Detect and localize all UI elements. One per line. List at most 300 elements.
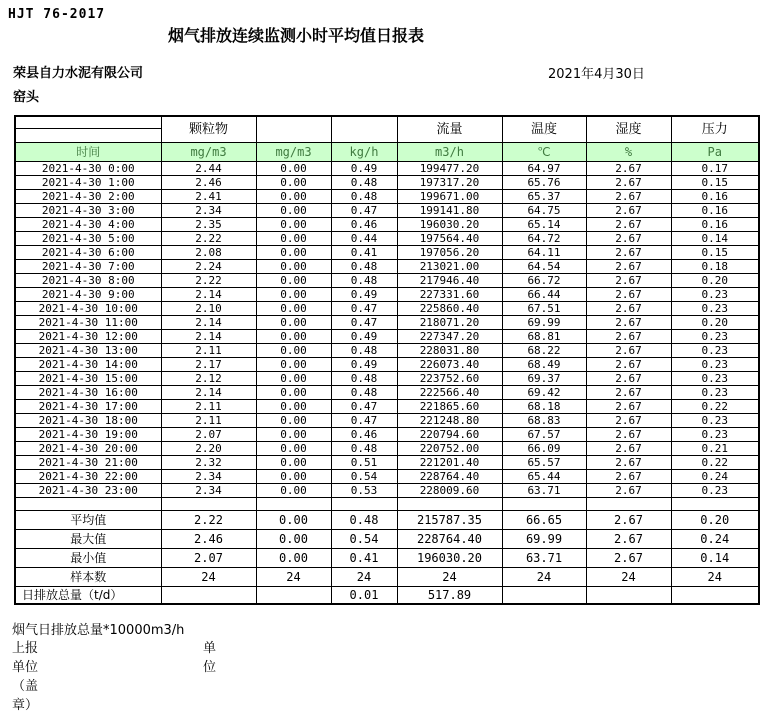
value-cell: 2.24 bbox=[161, 260, 256, 274]
table-row bbox=[15, 162, 759, 176]
unit-kg-h: kg/h bbox=[331, 143, 397, 162]
table-header bbox=[15, 116, 759, 162]
value-cell: 2.11 bbox=[161, 400, 256, 414]
value-cell: 0.54 bbox=[331, 470, 397, 484]
reporting-unit-stamp-label: 上报单位（盖章） bbox=[12, 641, 39, 713]
value-cell: 217946.40 bbox=[397, 274, 502, 288]
summary-value-cell: 0.48 bbox=[331, 511, 397, 530]
value-cell: 228031.80 bbox=[397, 344, 502, 358]
summary-value-cell: 24 bbox=[671, 568, 759, 587]
value-cell: 0.23 bbox=[671, 302, 759, 316]
summary-row bbox=[15, 587, 759, 605]
table-row bbox=[15, 260, 759, 274]
value-cell: 225860.40 bbox=[397, 302, 502, 316]
value-cell: 220794.60 bbox=[397, 428, 502, 442]
table-row bbox=[15, 498, 759, 511]
table-row bbox=[15, 176, 759, 190]
value-cell: 2.67 bbox=[586, 442, 671, 456]
summary-value-cell: 24 bbox=[502, 568, 586, 587]
value-cell: 2.34 bbox=[161, 484, 256, 498]
summary-row bbox=[15, 568, 759, 587]
summary-value-cell: 0.00 bbox=[256, 511, 331, 530]
table-row bbox=[15, 190, 759, 204]
summary-value-cell bbox=[586, 587, 671, 605]
value-cell: 0.00 bbox=[256, 470, 331, 484]
unit-percent: % bbox=[586, 143, 671, 162]
value-cell bbox=[331, 498, 397, 511]
value-cell: 65.76 bbox=[502, 176, 586, 190]
value-cell: 0.00 bbox=[256, 456, 331, 470]
summary-value-cell bbox=[502, 587, 586, 605]
summary-value-cell: 2.67 bbox=[586, 511, 671, 530]
value-cell: 65.37 bbox=[502, 190, 586, 204]
time-cell: 2021-4-30 22:00 bbox=[15, 470, 161, 484]
time-cell: 2021-4-30 9:00 bbox=[15, 288, 161, 302]
value-cell: 0.17 bbox=[671, 162, 759, 176]
summary-value-cell: 0.00 bbox=[256, 530, 331, 549]
value-cell: 2.67 bbox=[586, 484, 671, 498]
summary-value-cell: 24 bbox=[586, 568, 671, 587]
summary-row bbox=[15, 511, 759, 530]
time-cell: 2021-4-30 3:00 bbox=[15, 204, 161, 218]
summary-value-cell: 63.71 bbox=[502, 549, 586, 568]
value-cell: 64.97 bbox=[502, 162, 586, 176]
value-cell: 63.71 bbox=[502, 484, 586, 498]
value-cell: 0.00 bbox=[256, 400, 331, 414]
value-cell: 2.34 bbox=[161, 204, 256, 218]
value-cell: 226073.40 bbox=[397, 358, 502, 372]
value-cell: 0.00 bbox=[256, 162, 331, 176]
table-row bbox=[15, 344, 759, 358]
table-row bbox=[15, 386, 759, 400]
value-cell: 0.15 bbox=[671, 176, 759, 190]
summary-value-cell: 0.00 bbox=[256, 549, 331, 568]
summary-row bbox=[15, 549, 759, 568]
value-cell: 221248.80 bbox=[397, 414, 502, 428]
table-row bbox=[15, 372, 759, 386]
value-cell: 0.00 bbox=[256, 176, 331, 190]
time-cell: 2021-4-30 19:00 bbox=[15, 428, 161, 442]
summary-value-cell: 0.41 bbox=[331, 549, 397, 568]
time-header: 时间 bbox=[15, 143, 161, 162]
value-cell: 2.67 bbox=[586, 232, 671, 246]
value-cell: 0.23 bbox=[671, 344, 759, 358]
unit-label: 单位 bbox=[203, 641, 217, 675]
col-header-flow: 流量 bbox=[397, 116, 502, 143]
report-date: 2021年4月30日 bbox=[548, 67, 645, 82]
summary-value-cell: 66.65 bbox=[502, 511, 586, 530]
monitoring-point: 窑头 bbox=[13, 90, 40, 105]
value-cell: 0.14 bbox=[671, 232, 759, 246]
value-cell: 0.00 bbox=[256, 414, 331, 428]
value-cell: 228009.60 bbox=[397, 484, 502, 498]
summary-value-cell: 0.14 bbox=[671, 549, 759, 568]
value-cell: 0.00 bbox=[256, 386, 331, 400]
col-header-particulate: 颗粒物 bbox=[161, 116, 256, 143]
value-cell: 2.67 bbox=[586, 386, 671, 400]
time-cell bbox=[15, 498, 161, 511]
value-cell: 0.00 bbox=[256, 442, 331, 456]
table-row bbox=[15, 400, 759, 414]
value-cell: 68.49 bbox=[502, 358, 586, 372]
value-cell: 0.48 bbox=[331, 176, 397, 190]
value-cell: 0.00 bbox=[256, 344, 331, 358]
value-cell: 64.72 bbox=[502, 232, 586, 246]
value-cell: 2.67 bbox=[586, 162, 671, 176]
time-cell: 2021-4-30 23:00 bbox=[15, 484, 161, 498]
page-title: 烟气排放连续监测小时平均值日报表 bbox=[167, 26, 424, 45]
value-cell: 0.16 bbox=[671, 204, 759, 218]
table-row bbox=[15, 484, 759, 498]
value-cell: 0.21 bbox=[671, 442, 759, 456]
value-cell bbox=[586, 498, 671, 511]
summary-value-cell: 2.46 bbox=[161, 530, 256, 549]
time-cell: 2021-4-30 13:00 bbox=[15, 344, 161, 358]
summary-value-cell: 69.99 bbox=[502, 530, 586, 549]
value-cell: 2.41 bbox=[161, 190, 256, 204]
value-cell: 0.23 bbox=[671, 428, 759, 442]
value-cell: 0.00 bbox=[256, 190, 331, 204]
table-row bbox=[15, 232, 759, 246]
unit-m3-h: m3/h bbox=[397, 143, 502, 162]
value-cell: 2.08 bbox=[161, 246, 256, 260]
value-cell: 0.00 bbox=[256, 246, 331, 260]
value-cell: 2.67 bbox=[586, 330, 671, 344]
value-cell: 2.67 bbox=[586, 302, 671, 316]
table-row bbox=[15, 246, 759, 260]
value-cell: 197564.40 bbox=[397, 232, 502, 246]
value-cell: 0.20 bbox=[671, 274, 759, 288]
value-cell: 223752.60 bbox=[397, 372, 502, 386]
summary-value-cell: 196030.20 bbox=[397, 549, 502, 568]
value-cell: 2.14 bbox=[161, 386, 256, 400]
value-cell: 2.67 bbox=[586, 176, 671, 190]
report-table bbox=[14, 115, 760, 605]
time-cell: 2021-4-30 8:00 bbox=[15, 274, 161, 288]
value-cell: 2.67 bbox=[586, 260, 671, 274]
value-cell: 0.20 bbox=[671, 316, 759, 330]
value-cell: 2.67 bbox=[586, 428, 671, 442]
value-cell: 0.49 bbox=[331, 288, 397, 302]
table-row bbox=[15, 316, 759, 330]
value-cell: 2.20 bbox=[161, 442, 256, 456]
summary-value-cell: 2.22 bbox=[161, 511, 256, 530]
value-cell: 2.67 bbox=[586, 456, 671, 470]
table-row bbox=[15, 302, 759, 316]
value-cell: 2.34 bbox=[161, 470, 256, 484]
company-name: 荣县自力水泥有限公司 bbox=[13, 66, 144, 81]
time-cell: 2021-4-30 0:00 bbox=[15, 162, 161, 176]
value-cell: 0.48 bbox=[331, 344, 397, 358]
value-cell: 0.23 bbox=[671, 288, 759, 302]
summary-value-cell: 0.24 bbox=[671, 530, 759, 549]
col-header-blank-1 bbox=[256, 116, 331, 143]
value-cell: 0.00 bbox=[256, 288, 331, 302]
value-cell: 221201.40 bbox=[397, 456, 502, 470]
value-cell: 199671.00 bbox=[397, 190, 502, 204]
time-cell: 2021-4-30 17:00 bbox=[15, 400, 161, 414]
summary-value-cell: 0.54 bbox=[331, 530, 397, 549]
summary-label: 最小值 bbox=[15, 549, 161, 568]
value-cell: 2.67 bbox=[586, 274, 671, 288]
time-cell: 2021-4-30 1:00 bbox=[15, 176, 161, 190]
value-cell: 0.00 bbox=[256, 218, 331, 232]
table-row bbox=[15, 288, 759, 302]
value-cell: 0.48 bbox=[331, 372, 397, 386]
value-cell: 2.67 bbox=[586, 204, 671, 218]
value-cell: 65.44 bbox=[502, 470, 586, 484]
summary-value-cell: 24 bbox=[256, 568, 331, 587]
value-cell: 0.00 bbox=[256, 358, 331, 372]
summary-label: 样本数 bbox=[15, 568, 161, 587]
table-row bbox=[15, 470, 759, 484]
value-cell: 221865.60 bbox=[397, 400, 502, 414]
time-cell: 2021-4-30 21:00 bbox=[15, 456, 161, 470]
value-cell: 0.22 bbox=[671, 400, 759, 414]
value-cell: 64.75 bbox=[502, 204, 586, 218]
value-cell: 69.99 bbox=[502, 316, 586, 330]
table-row bbox=[15, 330, 759, 344]
summary-value-cell: 228764.40 bbox=[397, 530, 502, 549]
value-cell: 2.14 bbox=[161, 330, 256, 344]
value-cell bbox=[671, 498, 759, 511]
value-cell: 2.67 bbox=[586, 316, 671, 330]
value-cell: 2.67 bbox=[586, 288, 671, 302]
value-cell: 66.09 bbox=[502, 442, 586, 456]
value-cell: 0.00 bbox=[256, 428, 331, 442]
time-cell: 2021-4-30 14:00 bbox=[15, 358, 161, 372]
value-cell: 2.67 bbox=[586, 218, 671, 232]
table-row bbox=[15, 204, 759, 218]
value-cell: 0.00 bbox=[256, 484, 331, 498]
value-cell: 0.16 bbox=[671, 218, 759, 232]
value-cell: 2.67 bbox=[586, 372, 671, 386]
table-row bbox=[15, 358, 759, 372]
value-cell: 2.22 bbox=[161, 232, 256, 246]
table-row bbox=[15, 274, 759, 288]
table-row bbox=[15, 218, 759, 232]
value-cell: 64.11 bbox=[502, 246, 586, 260]
value-cell: 0.47 bbox=[331, 414, 397, 428]
unit-header-row bbox=[15, 143, 759, 162]
value-cell: 0.00 bbox=[256, 316, 331, 330]
summary-label: 最大值 bbox=[15, 530, 161, 549]
value-cell: 2.32 bbox=[161, 456, 256, 470]
value-cell bbox=[256, 498, 331, 511]
summary-value-cell: 0.20 bbox=[671, 511, 759, 530]
value-cell: 197317.20 bbox=[397, 176, 502, 190]
col-header-humidity: 湿度 bbox=[586, 116, 671, 143]
summary-row bbox=[15, 530, 759, 549]
col-header-pressure: 压力 bbox=[671, 116, 759, 143]
value-cell: 220752.00 bbox=[397, 442, 502, 456]
value-cell: 2.22 bbox=[161, 274, 256, 288]
table-summary bbox=[15, 511, 759, 605]
value-cell: 227331.60 bbox=[397, 288, 502, 302]
value-cell: 2.07 bbox=[161, 428, 256, 442]
summary-value-cell bbox=[161, 587, 256, 605]
value-cell: 0.23 bbox=[671, 372, 759, 386]
unit-mg-m3-2: mg/m3 bbox=[256, 143, 331, 162]
value-cell: 0.00 bbox=[256, 302, 331, 316]
value-cell: 0.48 bbox=[331, 260, 397, 274]
time-cell: 2021-4-30 15:00 bbox=[15, 372, 161, 386]
value-cell: 0.23 bbox=[671, 386, 759, 400]
value-cell: 2.17 bbox=[161, 358, 256, 372]
value-cell bbox=[397, 498, 502, 511]
value-cell: 68.81 bbox=[502, 330, 586, 344]
value-cell: 68.83 bbox=[502, 414, 586, 428]
value-cell: 2.11 bbox=[161, 344, 256, 358]
summary-value-cell: 2.07 bbox=[161, 549, 256, 568]
group-header-row bbox=[15, 116, 759, 143]
value-cell: 0.48 bbox=[331, 274, 397, 288]
value-cell: 2.12 bbox=[161, 372, 256, 386]
value-cell: 0.49 bbox=[331, 358, 397, 372]
value-cell: 197056.20 bbox=[397, 246, 502, 260]
summary-value-cell: 2.67 bbox=[586, 530, 671, 549]
summary-value-cell: 24 bbox=[161, 568, 256, 587]
value-cell: 68.18 bbox=[502, 400, 586, 414]
value-cell: 227347.20 bbox=[397, 330, 502, 344]
table-row bbox=[15, 456, 759, 470]
table-row bbox=[15, 442, 759, 456]
value-cell: 228764.40 bbox=[397, 470, 502, 484]
table-row bbox=[15, 428, 759, 442]
value-cell: 2.67 bbox=[586, 344, 671, 358]
value-cell: 218071.20 bbox=[397, 316, 502, 330]
value-cell: 0.48 bbox=[331, 386, 397, 400]
summary-value-cell bbox=[256, 587, 331, 605]
value-cell: 0.41 bbox=[331, 246, 397, 260]
value-cell: 2.67 bbox=[586, 414, 671, 428]
col-header-temperature: 温度 bbox=[502, 116, 586, 143]
table-body bbox=[15, 162, 759, 511]
value-cell: 0.18 bbox=[671, 260, 759, 274]
value-cell: 68.22 bbox=[502, 344, 586, 358]
value-cell: 0.53 bbox=[331, 484, 397, 498]
value-cell: 2.67 bbox=[586, 358, 671, 372]
time-cell: 2021-4-30 20:00 bbox=[15, 442, 161, 456]
value-cell: 0.22 bbox=[671, 456, 759, 470]
value-cell: 222566.40 bbox=[397, 386, 502, 400]
value-cell: 196030.20 bbox=[397, 218, 502, 232]
value-cell: 0.48 bbox=[331, 190, 397, 204]
time-cell: 2021-4-30 7:00 bbox=[15, 260, 161, 274]
value-cell: 0.46 bbox=[331, 428, 397, 442]
corner-cell-top bbox=[16, 117, 161, 129]
value-cell: 0.23 bbox=[671, 414, 759, 428]
value-cell bbox=[502, 498, 586, 511]
summary-value-cell bbox=[671, 587, 759, 605]
unit-mg-m3-1: mg/m3 bbox=[161, 143, 256, 162]
time-cell: 2021-4-30 18:00 bbox=[15, 414, 161, 428]
summary-value-cell: 24 bbox=[397, 568, 502, 587]
value-cell: 66.72 bbox=[502, 274, 586, 288]
value-cell: 199477.20 bbox=[397, 162, 502, 176]
unit-celsius: ℃ bbox=[502, 143, 586, 162]
value-cell: 0.00 bbox=[256, 274, 331, 288]
value-cell: 0.16 bbox=[671, 190, 759, 204]
value-cell: 0.48 bbox=[331, 442, 397, 456]
value-cell: 0.00 bbox=[256, 372, 331, 386]
value-cell: 2.46 bbox=[161, 176, 256, 190]
value-cell: 2.11 bbox=[161, 414, 256, 428]
value-cell: 0.47 bbox=[331, 204, 397, 218]
value-cell: 0.15 bbox=[671, 246, 759, 260]
value-cell: 0.49 bbox=[331, 162, 397, 176]
corner-cell bbox=[15, 116, 161, 143]
value-cell: 0.47 bbox=[331, 302, 397, 316]
flow-total-note: 烟气日排放总量*10000m3/h bbox=[12, 623, 185, 638]
value-cell: 0.46 bbox=[331, 218, 397, 232]
value-cell: 0.00 bbox=[256, 330, 331, 344]
time-cell: 2021-4-30 6:00 bbox=[15, 246, 161, 260]
value-cell: 0.00 bbox=[256, 232, 331, 246]
value-cell: 64.54 bbox=[502, 260, 586, 274]
value-cell: 0.23 bbox=[671, 330, 759, 344]
value-cell: 0.00 bbox=[256, 260, 331, 274]
value-cell bbox=[161, 498, 256, 511]
value-cell: 2.67 bbox=[586, 246, 671, 260]
time-cell: 2021-4-30 4:00 bbox=[15, 218, 161, 232]
table-row bbox=[15, 414, 759, 428]
value-cell: 2.35 bbox=[161, 218, 256, 232]
time-cell: 2021-4-30 2:00 bbox=[15, 190, 161, 204]
time-cell: 2021-4-30 5:00 bbox=[15, 232, 161, 246]
value-cell: 0.51 bbox=[331, 456, 397, 470]
value-cell: 69.42 bbox=[502, 386, 586, 400]
time-cell: 2021-4-30 16:00 bbox=[15, 386, 161, 400]
value-cell: 0.23 bbox=[671, 358, 759, 372]
value-cell: 199141.80 bbox=[397, 204, 502, 218]
value-cell: 213021.00 bbox=[397, 260, 502, 274]
standard-number: HJT 76-2017 bbox=[8, 7, 106, 22]
summary-label: 日排放总量（t/d） bbox=[15, 587, 161, 605]
value-cell: 2.44 bbox=[161, 162, 256, 176]
value-cell: 69.37 bbox=[502, 372, 586, 386]
value-cell: 2.14 bbox=[161, 288, 256, 302]
summary-value-cell: 517.89 bbox=[397, 587, 502, 605]
summary-value-cell: 2.67 bbox=[586, 549, 671, 568]
value-cell: 2.67 bbox=[586, 190, 671, 204]
time-cell: 2021-4-30 11:00 bbox=[15, 316, 161, 330]
value-cell: 2.67 bbox=[586, 400, 671, 414]
value-cell: 67.51 bbox=[502, 302, 586, 316]
value-cell: 65.57 bbox=[502, 456, 586, 470]
value-cell: 66.44 bbox=[502, 288, 586, 302]
corner-cell-bottom bbox=[16, 129, 161, 141]
unit-pa: Pa bbox=[671, 143, 759, 162]
value-cell: 0.00 bbox=[256, 204, 331, 218]
value-cell: 2.67 bbox=[586, 470, 671, 484]
value-cell: 0.47 bbox=[331, 316, 397, 330]
time-cell: 2021-4-30 10:00 bbox=[15, 302, 161, 316]
summary-label: 平均值 bbox=[15, 511, 161, 530]
value-cell: 0.24 bbox=[671, 470, 759, 484]
value-cell: 0.47 bbox=[331, 400, 397, 414]
value-cell: 65.14 bbox=[502, 218, 586, 232]
col-header-blank-2 bbox=[331, 116, 397, 143]
value-cell: 0.23 bbox=[671, 484, 759, 498]
value-cell: 2.14 bbox=[161, 316, 256, 330]
summary-value-cell: 0.01 bbox=[331, 587, 397, 605]
value-cell: 2.10 bbox=[161, 302, 256, 316]
summary-value-cell: 215787.35 bbox=[397, 511, 502, 530]
value-cell: 0.44 bbox=[331, 232, 397, 246]
summary-value-cell: 24 bbox=[331, 568, 397, 587]
time-cell: 2021-4-30 12:00 bbox=[15, 330, 161, 344]
